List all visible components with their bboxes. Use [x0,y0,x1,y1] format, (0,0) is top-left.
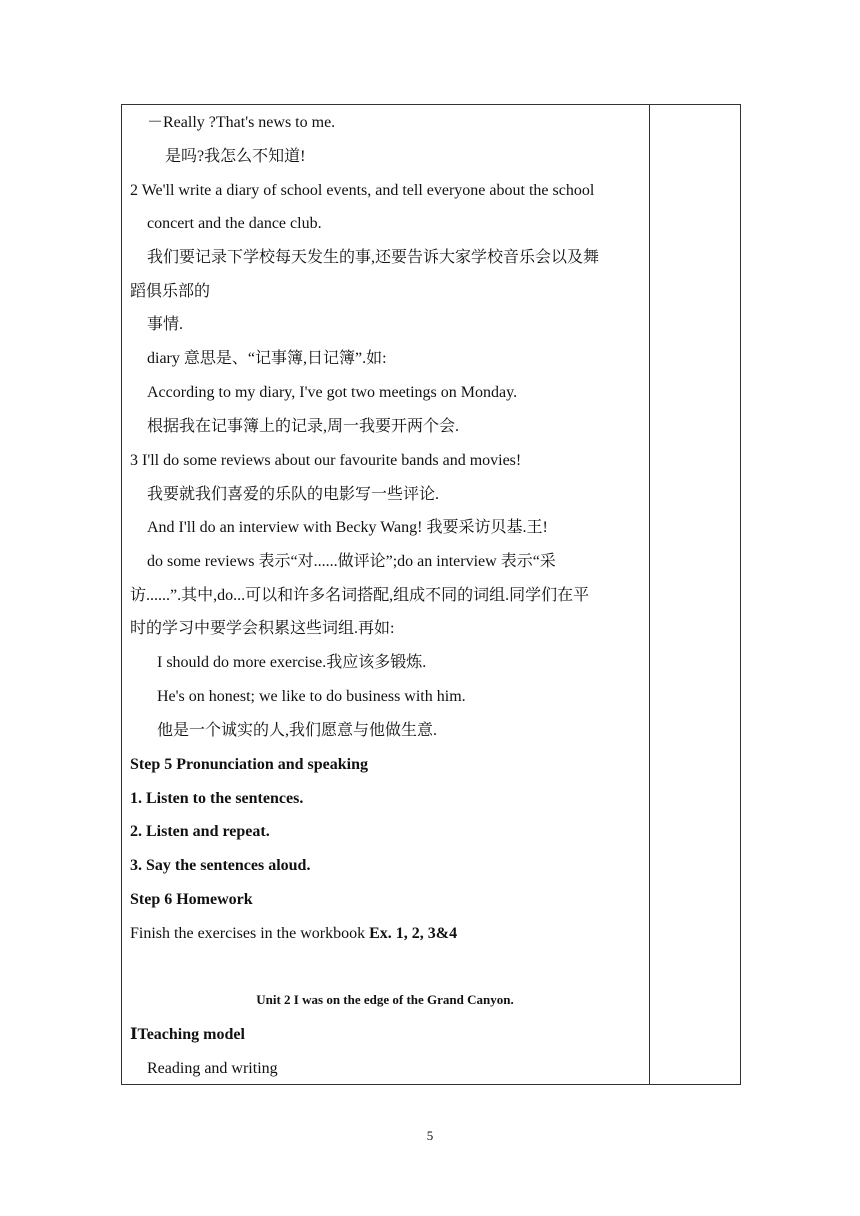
text-line: 事情. [147,316,184,333]
text-line: 我们要记录下学校每天发生的事,还要告诉大家学校音乐会以及舞 [147,249,600,266]
text-line: 是吗?我怎么不知道! [165,148,306,165]
page-number: 5 [426,1128,434,1143]
text-line: 3 I'll do some reviews about our favourite bands and movies! [130,452,522,469]
step-item: 2. Listen and repeat. [130,823,270,840]
text-line: diary 意思是、“记事簿,日记簿”.如: [147,350,387,367]
text-line: concert and the dance club. [147,215,322,232]
table-column-divider [649,104,650,1085]
text-line: 蹈俱乐部的 [130,283,211,300]
homework-exercises: Ex. 1, 2, 3&4 [369,925,458,942]
text-line: －Really ?That's news to me. [147,114,336,131]
step-item: 1. Listen to the sentences. [130,790,304,807]
text-line: I should do more exercise.我应该多锻炼. [157,654,427,671]
step-heading: Step 5 Pronunciation and speaking [130,756,368,773]
text-line: Reading and writing [147,1060,278,1077]
homework-line [130,924,457,944]
text-line: 根据我在记事簿上的记录,周一我要开两个会. [147,418,460,435]
text-line: And I'll do an interview with Becky Wang! 我要采访贝基.王! [147,519,548,536]
step-heading: Step 6 Homework [130,891,253,908]
text-line: 他是一个诚实的人,我们愿意与他做生意. [157,722,438,739]
text-line: 2 We'll write a diary of school events, and tell everyone about the school [130,182,595,199]
step-item: 3. Say the sentences aloud. [130,857,311,874]
unit-title: Unit 2 I was on the edge of the Grand Canyon. [256,992,514,1007]
text-line: 时的学习中要学会积累这些词组.再如: [130,620,395,637]
homework-text: Finish the exercises in the workbook [130,925,370,942]
text-line: According to my diary, I've got two meetings on Monday. [147,384,518,401]
text-line: 我要就我们喜爱的乐队的电影写一些评论. [147,486,440,503]
text-line: He's on honest; we like to do business with him. [157,688,466,705]
text-line: 访......”.其中,do...可以和许多名词搭配,组成不同的词组.同学们在平 [130,587,590,604]
text-line: do some reviews 表示“对......做评论”;do an interview 表示“采 [147,553,556,570]
section-heading: ⅠTeaching model [130,1026,245,1043]
